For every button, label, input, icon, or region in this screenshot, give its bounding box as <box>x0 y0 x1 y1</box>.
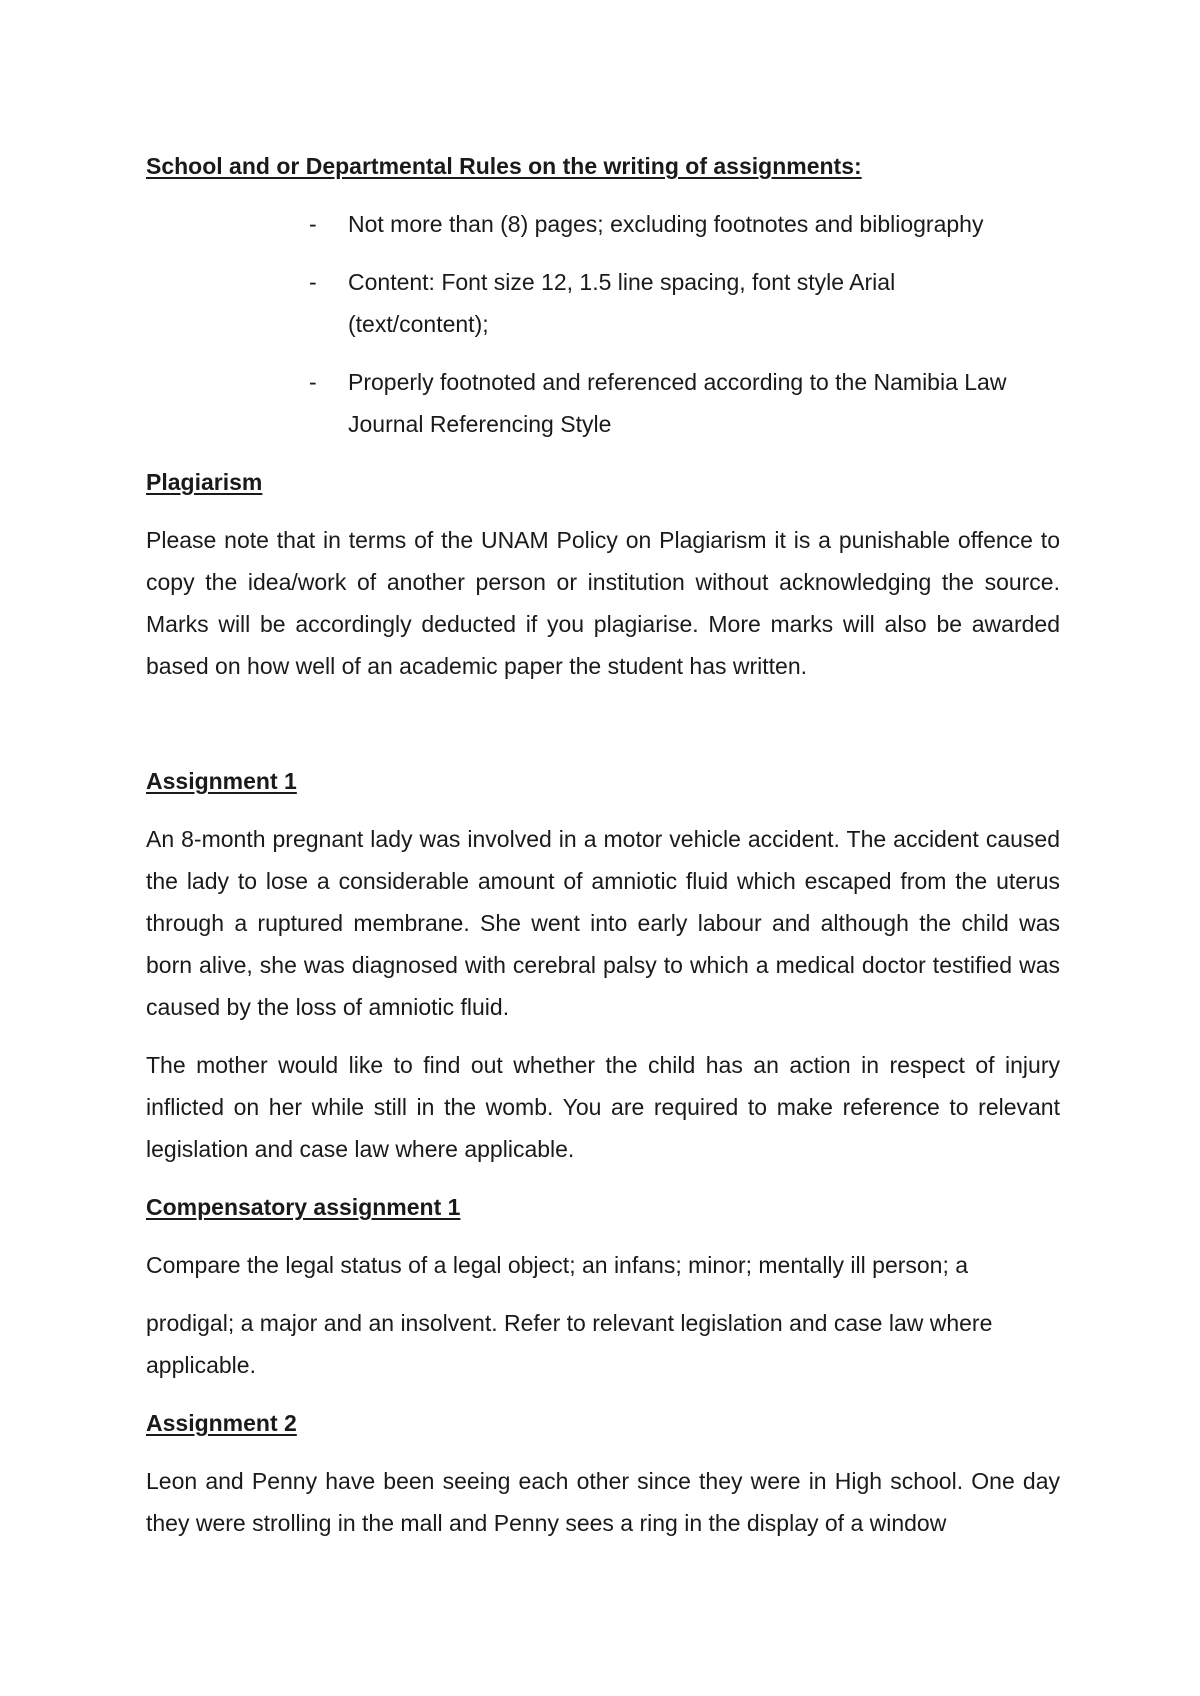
compensatory-paragraph: prodigal; a major and an insolvent. Refer to relevant legislation and case law where applicable. <box>146 1310 993 1378</box>
assignment-2-heading: Assignment 2 <box>146 1410 297 1436</box>
compensatory-paragraph: Compare the legal status of a legal object; an infans; minor; mentally ill person; a <box>146 1252 969 1278</box>
plagiarism-paragraph: Please note that in terms of the UNAM Policy on Plagiarism it is a punishable offence to copy the idea/work of another person or institution without acknowledging the source. Marks will be accordingly deducted if you plagiarise. More marks will also be awarded based on how well of an academic paper the student has written. <box>146 527 1060 679</box>
rule-text: Properly footnoted and referenced according to the Namibia Law Journal Referencing Style <box>348 369 1007 437</box>
rules-heading: School and or Departmental Rules on the writing of assignments: <box>146 153 862 179</box>
rule-text: Content: Font size 12, 1.5 line spacing, font style Arial (text/content); <box>348 269 896 337</box>
plagiarism-heading: Plagiarism <box>146 469 263 495</box>
compensatory-assignment-1-heading: Compensatory assignment 1 <box>146 1194 461 1220</box>
rule-text: Not more than (8) pages; excluding footnotes and bibliography <box>348 211 984 237</box>
assignment-1-paragraph: An 8-month pregnant lady was involved in a motor vehicle accident. The accident caused the lady to lose a considerable amount of amniotic fluid which escaped from the uterus through a ruptured membrane. She went into early labour and although the child was born alive, she was diagnosed with cerebral palsy to which a medical doctor testified was caused by the loss of amniotic fluid. <box>146 826 1060 1020</box>
assignment-1-paragraph: The mother would like to find out whether the child has an action in respect of injury inflicted on her while still in the womb. You are required to make reference to relevant legislation and case law where applicable. <box>146 1052 1060 1162</box>
rule-item <box>146 361 1060 445</box>
assignment-2-paragraph: Leon and Penny have been seeing each other since they were in High school. One day they were strolling in the mall and Penny sees a ring in the display of a window <box>146 1468 1060 1536</box>
rule-item <box>146 261 1060 345</box>
list-dash: - <box>309 269 317 295</box>
document-content <box>146 145 1060 1544</box>
list-dash: - <box>309 211 317 237</box>
rules-list <box>146 203 1060 445</box>
list-dash: - <box>309 369 317 395</box>
assignment-1-heading: Assignment 1 <box>146 768 297 794</box>
rule-item <box>146 203 1060 245</box>
